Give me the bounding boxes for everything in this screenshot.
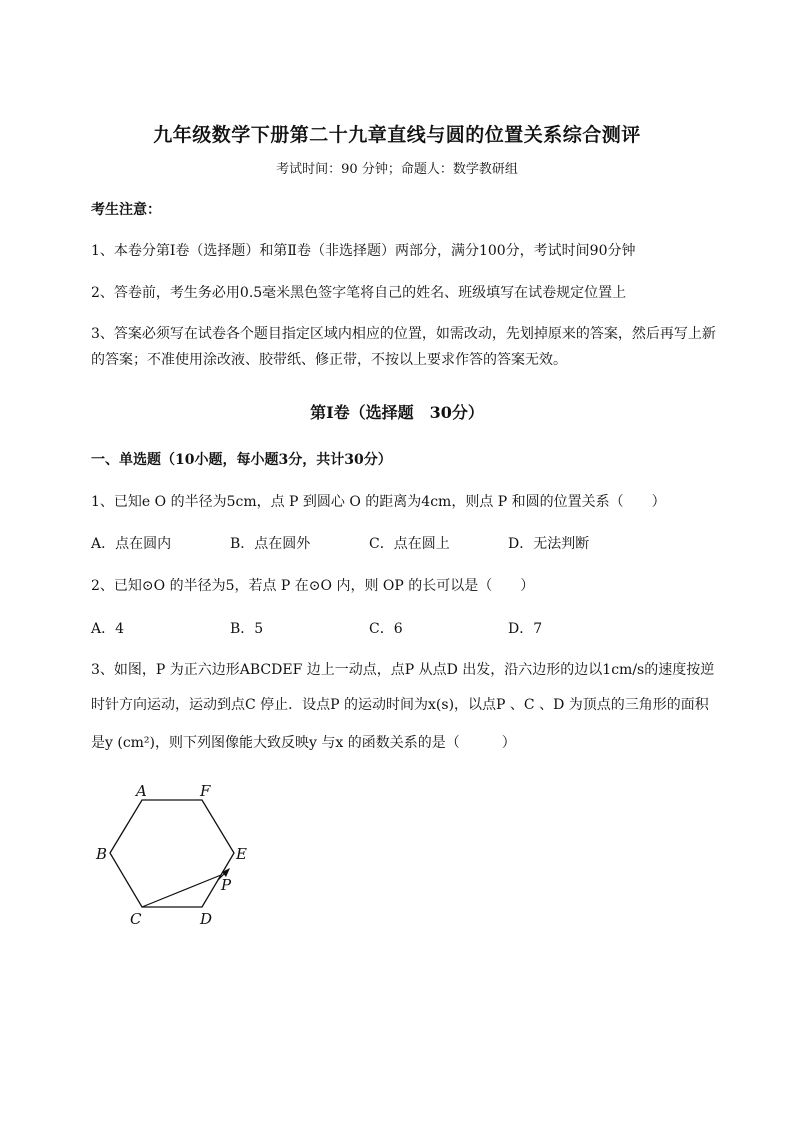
label-d: D (200, 910, 213, 928)
question-2: 2、已知⊙O 的半径为5，若点 P 在⊙O 内，则 OP 的长可以是（ ） (91, 578, 535, 594)
label-c: C (130, 910, 142, 928)
label-b: B (96, 845, 108, 863)
segment-cp (142, 875, 221, 907)
question-3-line-3: 是y (cm²)，则下列图像能大致反映y 与x 的函数关系的是（ ） (91, 735, 516, 751)
q1-option-b: B．点在圆外 (230, 536, 311, 552)
notice-item-3-cont: 的答案；不准使用涂改液、胶带纸、修正带，不按以上要求作答的答案无效。 (91, 352, 567, 368)
q2-option-a: A．4 (91, 621, 125, 637)
notice-item-3: 3、答案必须写在试卷各个题目指定区域内相应的位置，如需改动，先划掉原来的答案，然后再写上新 (91, 326, 716, 342)
notice-heading: 考生注意： (91, 202, 161, 218)
q1-option-a: A．点在圆内 (91, 536, 172, 552)
section-heading: 一、单选题（10小题，每小题3分，共计30分） (91, 452, 392, 468)
q1-option-c: C．点在圆上 (369, 536, 450, 552)
question-3-line-1: 3、如图，P 为正六边形ABCDEF 边上一动点，点P 从点D 出发，沿六边形的边以1cm/s的速度按逆 (91, 662, 715, 678)
hexagon-figure (90, 780, 260, 930)
notice-item-1: 1、本卷分第Ⅰ卷（选择题）和第Ⅱ卷（非选择题）两部分，满分100分，考试时间90分钟 (91, 243, 636, 259)
notice-item-2: 2、答卷前，考生务必用0.5毫米黑色签字笔将自己的姓名、班级填写在试卷规定位置上 (91, 285, 627, 301)
q1-option-d: D．无法判断 (508, 536, 590, 552)
question-1: 1、已知e O 的半径为5cm，点 P 到圆心 O 的距离为4cm，则点 P 和圆的位置关系（ ） (91, 494, 666, 510)
exam-info: 考试时间：90 分钟；命题人：数学教研组 (276, 162, 518, 177)
page-title: 九年级数学下册第二十九章直线与圆的位置关系综合测评 (153, 124, 641, 146)
label-a: A (136, 782, 147, 800)
q2-option-b: B．5 (230, 621, 264, 637)
label-f: F (200, 782, 211, 800)
q2-option-d: D．7 (508, 621, 543, 637)
label-p: P (221, 876, 232, 894)
q2-option-c: C．6 (369, 621, 403, 637)
label-e: E (236, 845, 247, 863)
part-title: 第Ⅰ卷（选择题 30分） (310, 403, 484, 422)
hexagon-outline (110, 800, 234, 907)
question-3-line-2: 时针方向运动，运动到点C 停止．设点P 的运动时间为x(s)，以点P 、C 、D 为顶点的三角形的面积 (91, 697, 709, 713)
